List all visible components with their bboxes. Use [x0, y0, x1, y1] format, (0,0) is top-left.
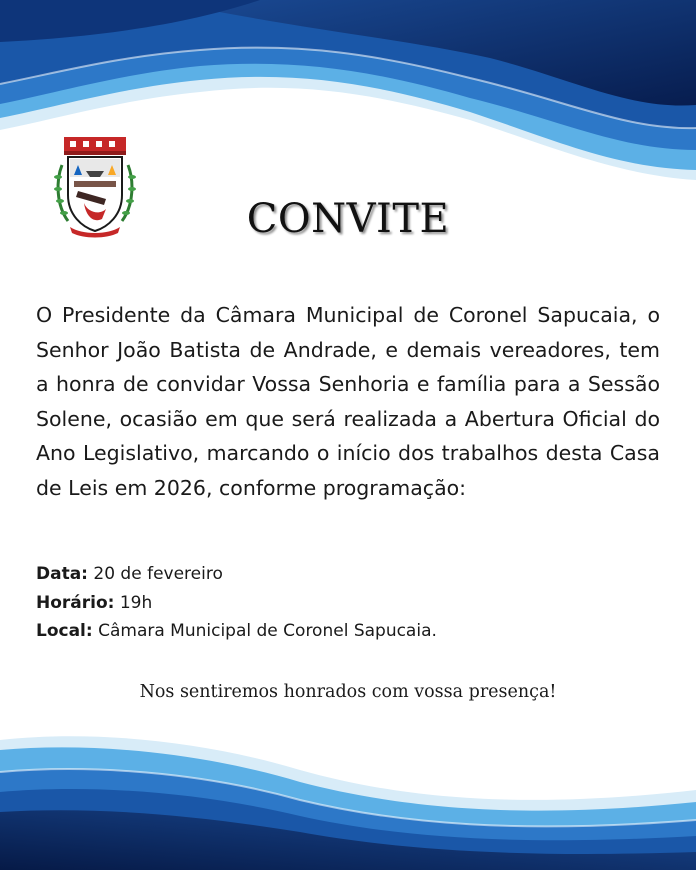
page-title: CONVITE — [246, 196, 450, 242]
detail-location-value: Câmara Municipal de Coronel Sapucaia. — [98, 621, 437, 641]
invitation-body: O Presidente da Câmara Municipal de Coronel Sapucaia, o Senhor João Batista de Andrade, e demais vereadores, tem a honra de convidar Vossa Senhoria e família para a Sessão Solene, ocasião em que será realizada a Abertura Oficial do Ano Legislativo, marcando o início dos trabalhos desta Casa de Leis em 2026, conforme programação: — [36, 303, 660, 500]
detail-location-label: Local: — [36, 621, 93, 641]
event-details — [36, 560, 660, 646]
closing-line: Nos sentiremos honrados com vossa presença! — [139, 682, 557, 702]
detail-time — [36, 589, 660, 618]
bottom-wave-decoration — [0, 720, 696, 870]
detail-location — [36, 617, 660, 646]
detail-date — [36, 560, 660, 589]
detail-time-label: Horário: — [36, 592, 115, 613]
detail-time-value: 19h — [119, 592, 153, 613]
detail-date-value: 20 de fevereiro — [93, 564, 223, 584]
detail-date-label: Data: — [36, 564, 88, 584]
